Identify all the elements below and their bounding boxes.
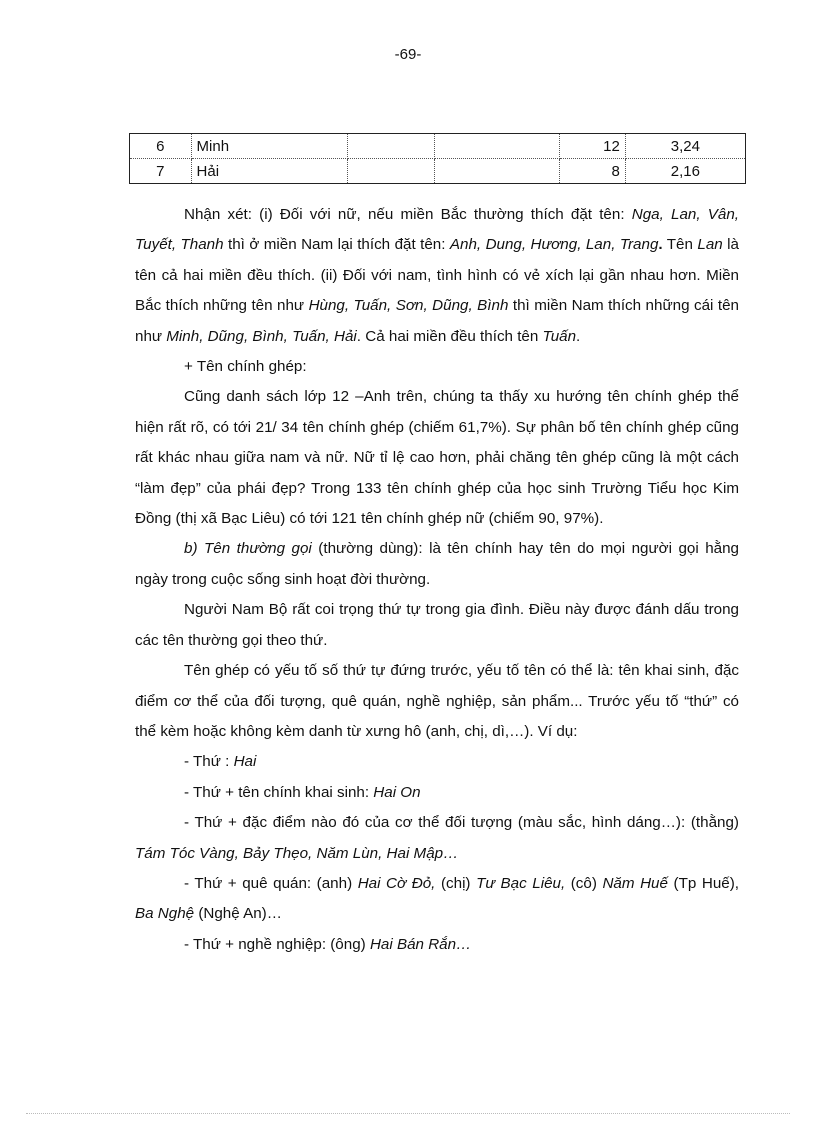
example-item: - Thứ + tên chính khai sinh: Hai On bbox=[184, 783, 421, 801]
page-number: -69- bbox=[394, 46, 422, 63]
table-row bbox=[130, 134, 746, 159]
paragraph-family-order: Người Nam Bộ rất coi trọng thứ tự trong gia đình. Điều này được đánh dấu trong các tên thường gọi theo thứ. bbox=[135, 601, 739, 649]
paragraph-order-prefix: Tên ghép có yếu tố số thứ tự đứng trước, yếu tố tên có thể là: tên khai sinh, đặc điểm cơ thể của đối tượng, quê quán, nghề nghiệp, sản phẩm... Trước yếu tố “thứ” có thể kèm hoặc không kèm danh từ xưng hô (anh, chị, dì,…). Ví dụ: bbox=[135, 662, 739, 740]
count-cell: 8 bbox=[560, 159, 626, 184]
percent-cell: 2,16 bbox=[625, 159, 745, 184]
table-row bbox=[130, 159, 746, 184]
row-number: 6 bbox=[130, 134, 192, 159]
empty-cell bbox=[348, 159, 435, 184]
paragraph-remarks: Nhận xét: (i) Đối với nữ, nếu miền Bắc thường thích đặt tên: Nga, Lan, Vân, Tuyết, Thanh thì ở miền Nam lại thích đặt tên: Anh, Dung, Hương, Lan, Trang. Tên Lan là tên cả hai miền đều thích. (ii) Đối với nam, tình hình có vẻ xích lại gần nhau hơn. Miền Bắc thích những tên như Hùng, Tuấn, Sơn, Dũng, Bình thì miền Nam thích những cái tên như Minh, Dũng, Bình, Tuấn, Hải. Cả hai miền đều thích tên Tuấn. bbox=[135, 206, 739, 345]
page-footer-divider bbox=[26, 1113, 790, 1114]
example-item: - Thứ : Hai bbox=[184, 753, 257, 771]
paragraph-common-name: b) Tên thường gọi (thường dùng): là tên chính hay tên do mọi người gọi hằng ngày trong cuộc sống sinh hoạt đời thường. bbox=[135, 540, 739, 588]
example-item: - Thứ + nghề nghiệp: (ông) Hai Bán Rắn… bbox=[184, 935, 472, 953]
paragraph-compound-name-heading: + Tên chính ghép: bbox=[184, 358, 307, 376]
body-text bbox=[135, 200, 739, 960]
name-cell: Hải bbox=[191, 159, 348, 184]
empty-cell bbox=[348, 134, 435, 159]
empty-cell bbox=[435, 134, 560, 159]
row-number: 7 bbox=[130, 159, 192, 184]
name-cell: Minh bbox=[191, 134, 348, 159]
name-statistics-table bbox=[129, 133, 746, 184]
count-cell: 12 bbox=[560, 134, 626, 159]
example-item: - Thứ + đặc điểm nào đó của cơ thể đối tượng (màu sắc, hình dáng…): (thằng) Tám Tóc Vàng, Bảy Thẹo, Năm Lùn, Hai Mập… bbox=[135, 814, 739, 862]
percent-cell: 3,24 bbox=[625, 134, 745, 159]
empty-cell bbox=[435, 159, 560, 184]
paragraph-compound-names: Cũng danh sách lớp 12 –Anh trên, chúng ta thấy xu hướng tên chính ghép thể hiện rất rõ, có tới 21/ 34 tên chính ghép (chiếm 61,7%). Sự phân bố tên chính ghép cũng rất khác nhau giữa nam và nữ. Nữ tỉ lệ cao hơn, phải chăng tên ghép cũng là một cách “làm đẹp” của phái đẹp? Trong 133 tên chính ghép của học sinh Trường Tiểu học Kim Đồng (thị xã Bạc Liêu) có tới 121 tên chính ghép nữ (chiếm 90, 97%). bbox=[135, 388, 739, 528]
example-item: - Thứ + quê quán: (anh) Hai Cờ Đỏ, (chị) Tư Bạc Liêu, (cô) Năm Huế (Tp Huế), Ba Nghệ (Nghệ An)… bbox=[135, 874, 740, 923]
